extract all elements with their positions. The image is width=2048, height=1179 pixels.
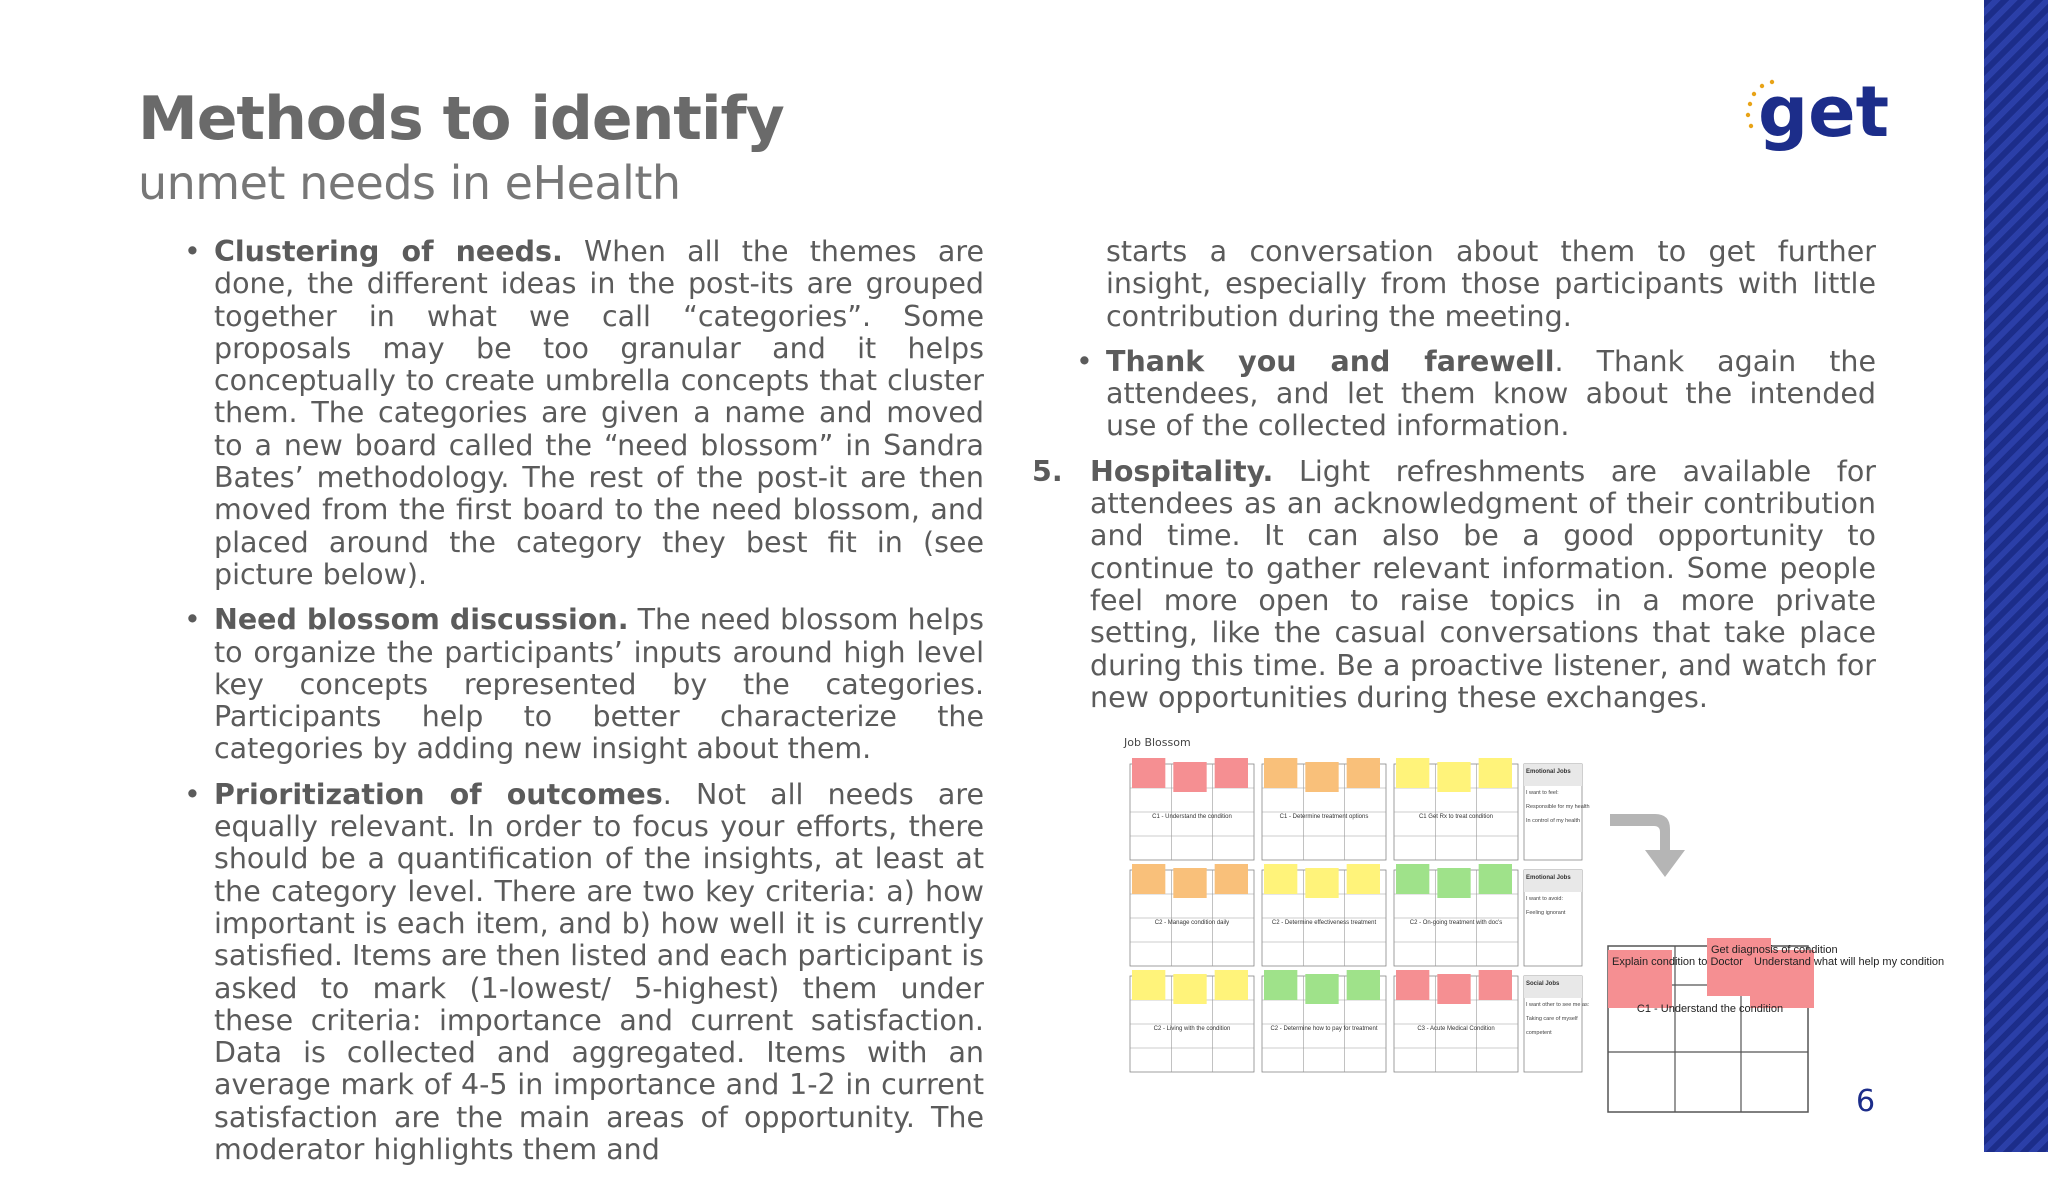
sticky-note — [1173, 974, 1206, 1004]
sticky-note — [1347, 970, 1380, 1000]
side-box-line: competent — [1526, 1030, 1552, 1036]
bullet-heading: Clustering of needs. — [214, 235, 563, 268]
bullet-heading: Need blossom discussion. — [214, 603, 629, 637]
sticky-note — [1396, 970, 1429, 1000]
numbered-heading: Hospitality. — [1090, 454, 1274, 488]
sticky-note — [1396, 758, 1429, 788]
blossom-board — [1262, 970, 1386, 1072]
blossom-board — [1262, 864, 1386, 966]
category-label: C2 - On-going treatment with doc's — [1409, 920, 1503, 926]
right-column — [1030, 236, 1876, 714]
side-box-title: Social Jobs — [1526, 981, 1560, 987]
sticky-note — [1264, 758, 1297, 788]
side-box-line: Feeling ignorant — [1526, 910, 1566, 916]
category-label: C1 - Determine treatment options — [1279, 814, 1369, 820]
sticky-note — [1479, 758, 1512, 788]
slide-title: Methods to identify — [138, 84, 784, 154]
side-box-line: Responsible for my health — [1526, 804, 1590, 810]
category-label: C2 - Determine how to pay for treatment — [1270, 1026, 1378, 1032]
sticky-note — [1132, 970, 1165, 1000]
sticky-note — [1305, 868, 1338, 898]
bullet-clustering — [180, 236, 984, 591]
blossom-board — [1130, 758, 1254, 860]
sticky-note — [1215, 758, 1248, 788]
blossom-boards — [1130, 758, 1518, 1072]
bullet-text: When all the themes are done, the different ideas in the post-its are grouped together in what we call “categories”. Some proposals may be too granular and it helps conceptually to create umbrella concepts that cluster them. The categories are given a name and moved to a new board called the “need blossom” in Sandra Bates’ methodology. The rest of the post-it are then moved from the first board to the need blossom, and placed around the category they best fit in (see picture below). — [214, 235, 985, 591]
zoom-note: Get diagnosis of condition — [1711, 944, 1838, 956]
blossom-zoom — [1608, 938, 1944, 1112]
zoom-note: Explain condition to Doctor — [1612, 956, 1743, 968]
blossom-board — [1130, 864, 1254, 966]
side-box-line: I want to avoid: — [1526, 896, 1563, 902]
sticky-note — [1264, 864, 1297, 894]
sticky-note — [1437, 868, 1470, 898]
sticky-note — [1479, 970, 1512, 1000]
job-blossom-figure — [1120, 732, 1945, 1117]
left-column — [180, 236, 984, 1179]
side-box — [1524, 870, 1582, 966]
curved-arrow-icon — [1610, 814, 1685, 877]
blossom-title: Job Blossom — [1124, 736, 1191, 749]
logo-text: get — [1758, 71, 1890, 153]
bullet-text: . Not all needs are equally relevant. In order to focus your efforts, there should be a quantification of the insights, at least at the category level. There are two key criteria: a) how important is each item, and b) how well it is currently satisfied. Items are then listed and each participant is asked to mark (1-lowest/ 5-highest) them under these criteria: importance and current satisfaction. Data is collected and aggregated. Items with an average mark of 4-5 in importance and 1-2 in current satisfaction are the main areas of opportunity. The moderator highlights them and — [214, 777, 984, 1167]
sticky-note — [1347, 758, 1380, 788]
side-box-line: I want other to see me as: — [1526, 1002, 1590, 1008]
category-label: C2 - Living with the condition — [1153, 1026, 1231, 1032]
category-label: C2 - Manage condition daily — [1154, 920, 1230, 926]
category-label: C1 Get Rx to treat condition — [1418, 814, 1494, 820]
get-logo — [1740, 71, 1890, 164]
zoom-center-label: C1 - Understand the condition — [1636, 1003, 1784, 1015]
sticky-note — [1264, 970, 1297, 1000]
blossom-side-boxes — [1524, 764, 1590, 1072]
side-box-title: Emotional Jobs — [1526, 875, 1571, 881]
sticky-note — [1173, 868, 1206, 898]
blossom-board — [1394, 864, 1518, 966]
bullet-text: . Thank again the attendees, and let them know about the intended use of the collected information. — [1106, 344, 1876, 443]
sticky-note — [1347, 864, 1380, 894]
side-box — [1524, 764, 1590, 860]
sticky-note — [1437, 762, 1470, 792]
blossom-board — [1394, 970, 1518, 1072]
sticky-note — [1215, 970, 1248, 1000]
bullet-thank-you — [1072, 346, 1876, 443]
side-box-line: In control of my health — [1526, 818, 1581, 824]
numbered-text: Light refreshments are available for attendees as an acknowledgment of their contribution and time. It can also be a good opportunity to continue to gather relevant information. Some people feel more open to raise topics in a more private setting, like the casual conversations that take place during this time. Be a proactive listener, and watch for new opportunities during these exchanges. — [1090, 454, 1876, 714]
category-label: C3 - Acute Medical Condition — [1417, 1026, 1495, 1032]
side-box-title: Emotional Jobs — [1526, 769, 1571, 775]
bullet-text: The need blossom helps to organize the participants’ inputs around high level key concepts represented by the categories. Participants help to better characterize the categories by adding new insight about them. — [214, 603, 985, 766]
numbered-hospitality — [1030, 456, 1876, 714]
page-number: 6 — [1856, 1084, 1876, 1119]
sticky-note — [1479, 864, 1512, 894]
slide-subtitle: unmet needs in eHealth — [138, 156, 681, 210]
bullet-prioritization — [180, 779, 984, 1167]
bullet-need-blossom — [180, 604, 984, 765]
sticky-note — [1215, 864, 1248, 894]
decorative-side-band — [1984, 0, 2048, 1152]
bullet-heading: Prioritization of outcomes — [214, 777, 663, 811]
list-number: 5. — [1032, 454, 1063, 488]
category-label: C2 - Determine effectiveness treatment — [1271, 920, 1377, 926]
sticky-note — [1305, 974, 1338, 1004]
continuation-paragraph: starts a conversation about them to get further insight, especially from those participants with little contribution during the meeting. — [1106, 235, 1876, 333]
sticky-note — [1305, 762, 1338, 792]
sticky-note — [1132, 758, 1165, 788]
blossom-board — [1262, 758, 1386, 860]
side-box — [1524, 976, 1590, 1072]
side-box-line: Taking care of myself — [1526, 1016, 1578, 1022]
blossom-board — [1394, 758, 1518, 860]
zoom-note: Understand what will help my condition — [1754, 956, 1945, 968]
category-label: C1 - Understand the condition — [1152, 814, 1232, 820]
blossom-board — [1130, 970, 1254, 1072]
sticky-note — [1396, 864, 1429, 894]
sticky-note — [1132, 864, 1165, 894]
sticky-note — [1437, 974, 1470, 1004]
side-box-line: I want to feel: — [1526, 790, 1559, 796]
bullet-heading: Thank you and farewell — [1106, 344, 1555, 378]
sticky-note — [1173, 762, 1206, 792]
